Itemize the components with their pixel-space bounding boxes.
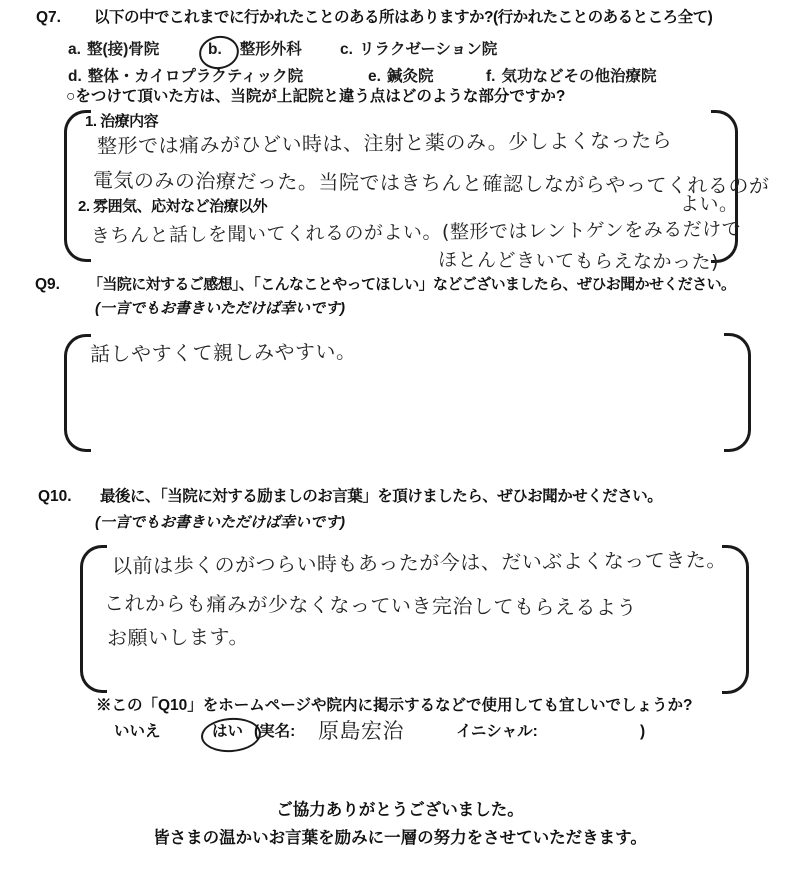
q7-item2-label: 2. 雰囲気、応対など治療以外 [78, 198, 268, 215]
q7-option-e-label: 鍼灸院 [386, 68, 434, 85]
q7-answer-bracket-left [64, 110, 91, 262]
q9-note: (一言でもお書きいただけば幸いです) [95, 300, 345, 317]
q10-handwritten-line3: お願いします。 [106, 624, 250, 650]
q10-handwritten-line2: これからも痛みが少なくなっていき完治してもらえるよう [103, 591, 638, 620]
permission-option-no: いいえ [114, 723, 161, 740]
permission-closing-paren: ) [640, 723, 646, 740]
q10-note: (一言でもお書きいただけば幸いです) [95, 514, 345, 531]
q7-option-c-key: c. [340, 41, 353, 58]
q7-item2-handwritten-line1: きちんと話しを聞いてくれるのがよい。(整形ではレントゲンをみるだけで [90, 218, 742, 247]
q7-option-b-key: b. [208, 41, 222, 59]
q7-item1-label: 1. 治療内容 [85, 113, 159, 130]
permission-realname-handwritten: 原島宏治 [318, 719, 404, 743]
q7-option-b-label: 整形外科 [239, 41, 302, 58]
q7-item2-handwritten-line2: ほとんどきいてもらえなかった) [437, 249, 720, 274]
permission-initial-label: イニシャル: [456, 723, 538, 740]
permission-note: ※この「Q10」をホームページや院内に掲示するなどで使用しても宜しいでしょうか? [96, 697, 693, 714]
q7-label: Q7. [36, 9, 61, 26]
q10-label: Q10. [38, 488, 72, 505]
q7-option-c-label: リラクゼーション院 [358, 41, 498, 58]
q7-item1-handwritten-line1: 整形では痛みがひどい時は、注射と薬のみ。少しよくなったら [96, 127, 673, 158]
q7-option-e [368, 64, 433, 86]
q7-option-e-key: e. [368, 68, 381, 85]
q7-option-b [208, 37, 302, 59]
q7-option-d-label: 整体・カイロプラクティック院 [87, 68, 304, 85]
q7-option-c [340, 37, 497, 59]
q7-item1-handwritten-line3: よい。 [680, 193, 739, 215]
q9-answer-bracket-left [64, 334, 91, 452]
q7-option-a-key: a. [68, 41, 81, 58]
q7-option-f [486, 64, 656, 86]
q9-answer-bracket-right [724, 333, 751, 452]
q10-handwritten-line1: 以前は歩くのがつらい時もあったが今は、だいぶよくなってきた。 [111, 547, 727, 578]
q7-followup-question: ○をつけて頂いた方は、当院が上記院と違う点はどのような部分ですか? [66, 88, 566, 105]
q7-option-d-key: d. [68, 68, 82, 85]
q7-option-f-label: 気功などその他治療院 [501, 68, 657, 85]
q7-option-f-key: f. [486, 68, 496, 85]
footer-thanks-line1: ご協力ありがとうございました。 [276, 801, 524, 819]
footer-thanks-line2: 皆さまの温かいお言葉を励みに一層の努力をさせていただきます。 [153, 829, 647, 847]
permission-option-yes: はい [212, 723, 243, 742]
permission-yes-circle-mark [200, 716, 262, 754]
q7-option-d [68, 64, 303, 86]
q9-label: Q9. [35, 276, 60, 293]
q10-question: 最後に、「当院に対する励ましのお言葉」を頂けましたら、ぜひお聞かせください。 [100, 488, 663, 505]
q9-handwritten-answer: 話しやすくて親しみやすい。 [89, 339, 357, 366]
q7-question: 以下の中でこれまでに行かれたことのある所はありますか?(行かれたことのあるところ全て) [94, 9, 713, 26]
q7-option-a [68, 37, 159, 59]
q10-answer-bracket-left [80, 545, 107, 693]
q7-item1-handwritten-line2: 電気のみの治療だった。当院ではきちんと確認しながらやってくれるのが [92, 168, 770, 198]
q9-question: 「当院に対するご感想」、「こんなことやってほしい」などございましたら、ぜひお聞かせください。 [88, 276, 736, 293]
q7-option-a-label: 整(接)骨院 [86, 41, 160, 58]
permission-realname-label: (実名: [254, 723, 296, 740]
